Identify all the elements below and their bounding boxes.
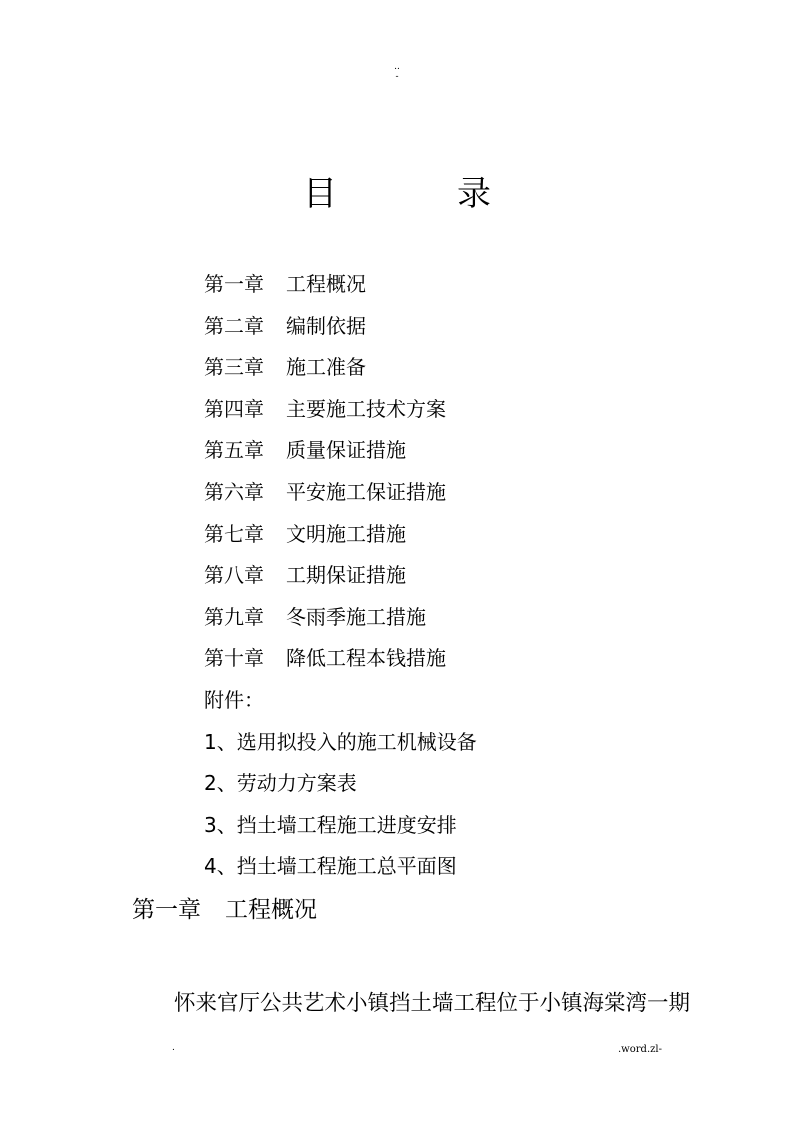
toc-chapter-4[interactable]: [204, 394, 477, 436]
toc-chapter-5[interactable]: [204, 435, 477, 477]
toc-appendix-item-4[interactable]: 4、挡土墙工程施工总平面图: [204, 854, 457, 879]
chapter-title: 平安施工保证措施: [286, 479, 446, 504]
chapter-number: 第六章: [204, 479, 264, 504]
chapter-number: 第九章: [204, 604, 264, 629]
footer-left-mark: .: [172, 1043, 175, 1053]
toc-chapter-6[interactable]: [204, 477, 477, 519]
toc-chapter-2[interactable]: [204, 311, 477, 353]
chapter-number: 第八章: [204, 563, 264, 588]
toc-chapter-1[interactable]: [204, 269, 477, 311]
toc-chapter-3[interactable]: [204, 352, 477, 394]
toc-chapter-9[interactable]: [204, 602, 477, 644]
toc-heading-right-char: 录: [457, 174, 491, 214]
section-title: 工程概况: [225, 897, 317, 923]
chapter-title: 主要施工技术方案: [286, 396, 446, 421]
toc-chapter-8[interactable]: [204, 560, 477, 602]
toc-heading-left-char: 目: [303, 174, 337, 214]
section-heading: [132, 893, 317, 927]
chapter-number: 第七章: [204, 521, 264, 546]
table-of-contents: [204, 269, 477, 893]
footer-right-mark: .word.zl-: [618, 1044, 662, 1055]
chapter-title: 施工准备: [286, 355, 366, 380]
toc-appendix-label: 附件：: [204, 687, 264, 712]
toc-heading: [0, 172, 794, 216]
toc-appendix-item-3[interactable]: 3、挡土墙工程施工进度安排: [204, 812, 457, 837]
toc-chapter-7[interactable]: [204, 519, 477, 561]
chapter-title: 文明施工措施: [286, 521, 406, 546]
chapter-title: 编制依据: [286, 313, 366, 338]
chapter-number: 第二章: [204, 313, 264, 338]
toc-chapter-10[interactable]: [204, 643, 477, 685]
chapter-title: 工程概况: [286, 272, 366, 296]
chapter-title: 冬雨季施工措施: [286, 604, 426, 629]
body-paragraph: 怀来官厅公共艺术小镇挡土墙工程位于小镇海棠湾一期: [174, 991, 691, 1016]
section-number: 第一章: [132, 897, 201, 923]
chapter-number: 第十章: [204, 646, 264, 671]
chapter-title: 工期保证措施: [286, 563, 406, 588]
page-header-mark: .. -: [394, 62, 400, 82]
chapter-number: 第四章: [204, 396, 264, 421]
chapter-number: 第五章: [204, 438, 264, 463]
chapter-title: 降低工程本钱措施: [286, 646, 446, 671]
chapter-number: 第一章: [204, 272, 264, 296]
toc-appendix-item-1[interactable]: 1、选用拟投入的施工机械设备: [204, 729, 477, 754]
chapter-number: 第三章: [204, 355, 264, 380]
chapter-title: 质量保证措施: [286, 438, 406, 463]
toc-appendix-item-2[interactable]: 2、劳动力方案表: [204, 771, 357, 796]
